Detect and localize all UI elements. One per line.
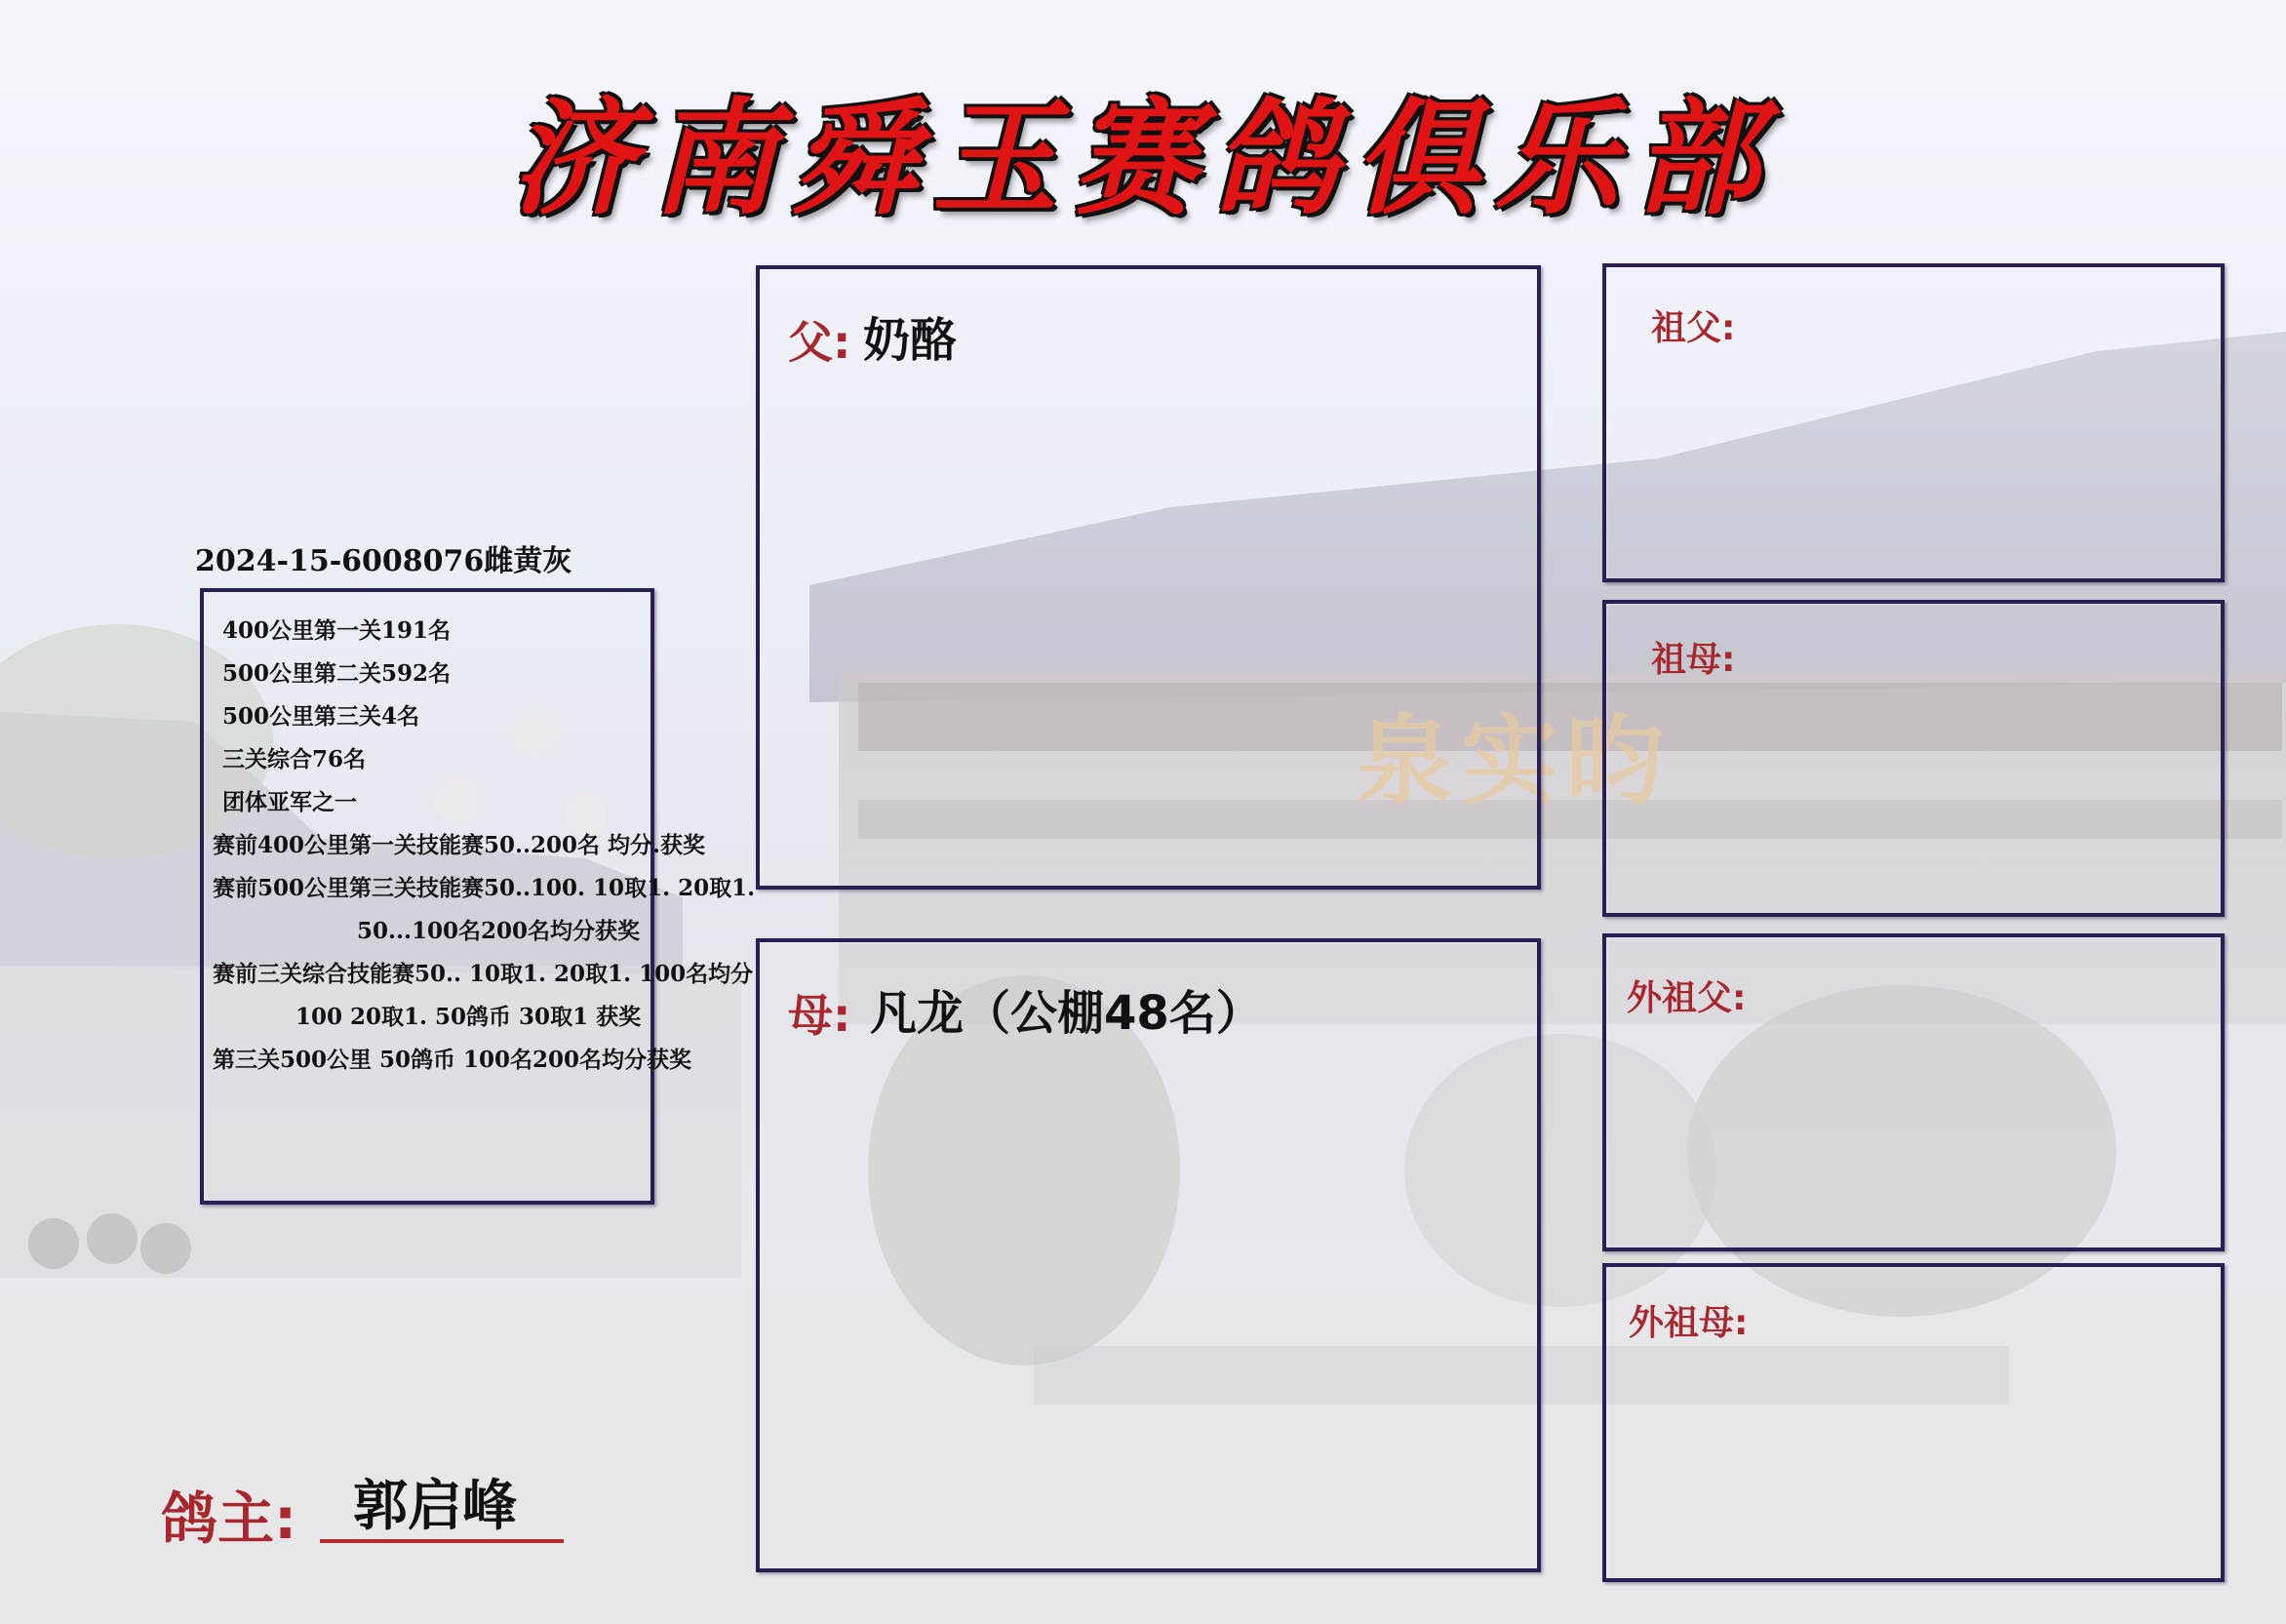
sire-label: 父:	[788, 316, 851, 369]
record-line: 500公里第二关592名	[222, 660, 452, 687]
paternal-grandsire-label: 祖父:	[1651, 308, 1736, 348]
record-line: 100 20取1. 50鸽币 30取1 获奖	[296, 1004, 642, 1030]
sire-name: 奶酪	[863, 313, 958, 368]
record-line: 团体亚军之一	[222, 789, 357, 815]
owner-name: 郭启峰	[353, 1475, 517, 1538]
maternal-granddam-label: 外祖母:	[1629, 1303, 1749, 1343]
ring-id: 2024-15-6008076雌黄灰	[195, 544, 572, 578]
paternal-granddam-label: 祖母:	[1651, 640, 1736, 680]
dam-name: 凡龙（公棚48名）	[870, 986, 1263, 1041]
owner-label: 鸽主:	[161, 1485, 297, 1552]
club-title: 济南舜玉赛鸽俱乐部	[510, 86, 1775, 232]
record-line: 三关综合76名	[222, 746, 367, 772]
watermark: 泉实昀	[1356, 703, 1672, 818]
record-line: 第三关500公里 50鸽币 100名200名均分获奖	[213, 1047, 692, 1073]
record-line: 50...100名200名均分获奖	[357, 918, 641, 944]
dam-label: 母:	[788, 989, 851, 1042]
owner-underline	[320, 1539, 564, 1543]
record-line: 赛前400公里第一关技能赛50..200名 均分.获奖	[213, 832, 706, 858]
record-line: 400公里第一关191名	[222, 617, 452, 644]
record-line: 赛前三关综合技能赛50.. 10取1. 20取1. 100名均分	[213, 961, 754, 987]
record-line: 赛前500公里第三关技能赛50..100. 10取1. 20取1.	[213, 875, 756, 901]
maternal-grandsire-label: 外祖父:	[1627, 978, 1747, 1018]
record-line: 500公里第三关4名	[222, 703, 420, 730]
